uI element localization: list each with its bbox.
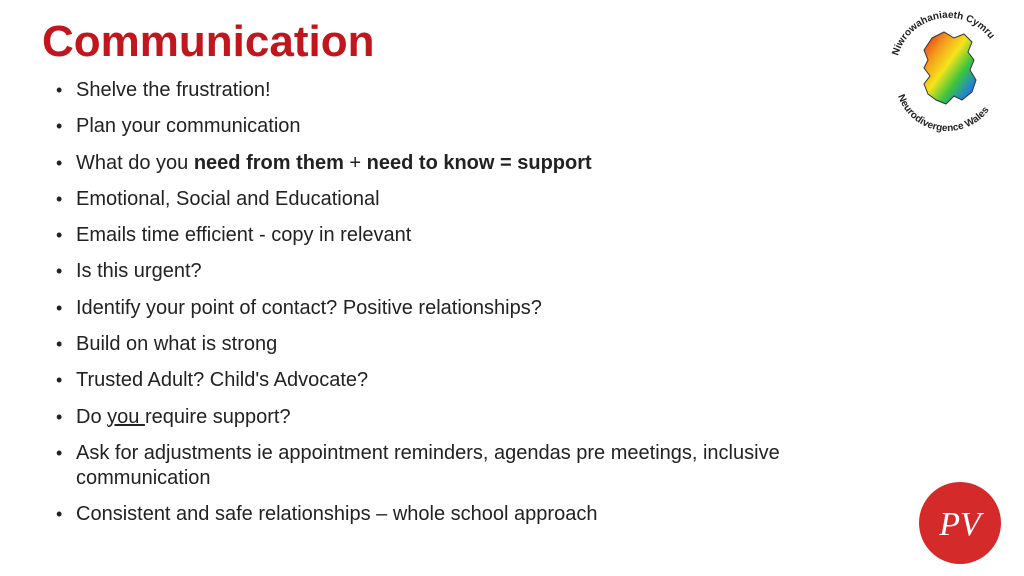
bullet-icon: • [56, 152, 63, 173]
bullet-icon: • [56, 406, 63, 427]
bullet-icon: • [56, 334, 63, 355]
bullet-icon: • [56, 442, 63, 463]
pv-logo [918, 481, 1002, 565]
bullet-text: Plan your communication [76, 115, 301, 138]
bullet-icon: • [56, 80, 63, 100]
bullet-text: need from them [193, 151, 344, 174]
bullet-icon: • [56, 297, 63, 318]
neurodivergence-wales-logo [884, 8, 1014, 138]
bullet-icon: • [56, 504, 63, 525]
bullet-item [56, 223, 856, 248]
bullet-text: Emotional, Social and Educational [76, 187, 380, 210]
pv-logo-text: PV [939, 506, 981, 543]
bullet-icon: • [56, 188, 63, 209]
bullet-item [56, 441, 856, 491]
bullet-icon: • [56, 116, 63, 137]
bullet-text: require support? [144, 405, 291, 428]
bullet-text: + [343, 151, 367, 174]
bullet-text: Build on what is strong [76, 333, 278, 356]
bullet-text: Do [76, 405, 108, 428]
bullet-item [56, 368, 856, 393]
bullet-item [56, 151, 856, 176]
bullet-text: need to know = support [366, 151, 592, 174]
bullet-item [56, 259, 856, 284]
bullet-item [56, 405, 856, 430]
logo-text-english: Neurodivergence Wales [895, 92, 992, 135]
bullet-item [56, 187, 856, 212]
bullet-text: Consistent and safe relationships – whole school approach [76, 503, 598, 526]
bullet-text: Identify your point of contact? Positive relationships? [76, 296, 542, 319]
bullet-text: Shelve the frustration! [76, 79, 271, 101]
bullet-text: What do you [76, 151, 194, 174]
bullet-text: Ask for adjustments ie appointment reminders, agendas pre meetings, inclusive communication [76, 441, 780, 489]
bullet-icon: • [56, 225, 63, 246]
bullet-text: Is this urgent? [76, 260, 202, 283]
bullet-text: Trusted Adult? Child's Advocate? [76, 369, 369, 392]
bullet-text: Emails time efficient - copy in relevant [76, 224, 412, 247]
bullet-item [56, 296, 856, 321]
bullet-item [56, 78, 856, 103]
bullet-icon: • [56, 261, 63, 282]
slide-title: Communication [42, 17, 375, 66]
bullet-item [56, 332, 856, 357]
bullet-item [56, 502, 856, 527]
wales-map-icon [924, 32, 976, 104]
bullet-list [56, 78, 856, 539]
bullet-text: you [107, 405, 145, 428]
bullet-icon: • [56, 370, 63, 391]
bullet-item [56, 114, 856, 139]
logo-text-welsh: Niwrowahaniaeth Cymru [890, 9, 997, 58]
